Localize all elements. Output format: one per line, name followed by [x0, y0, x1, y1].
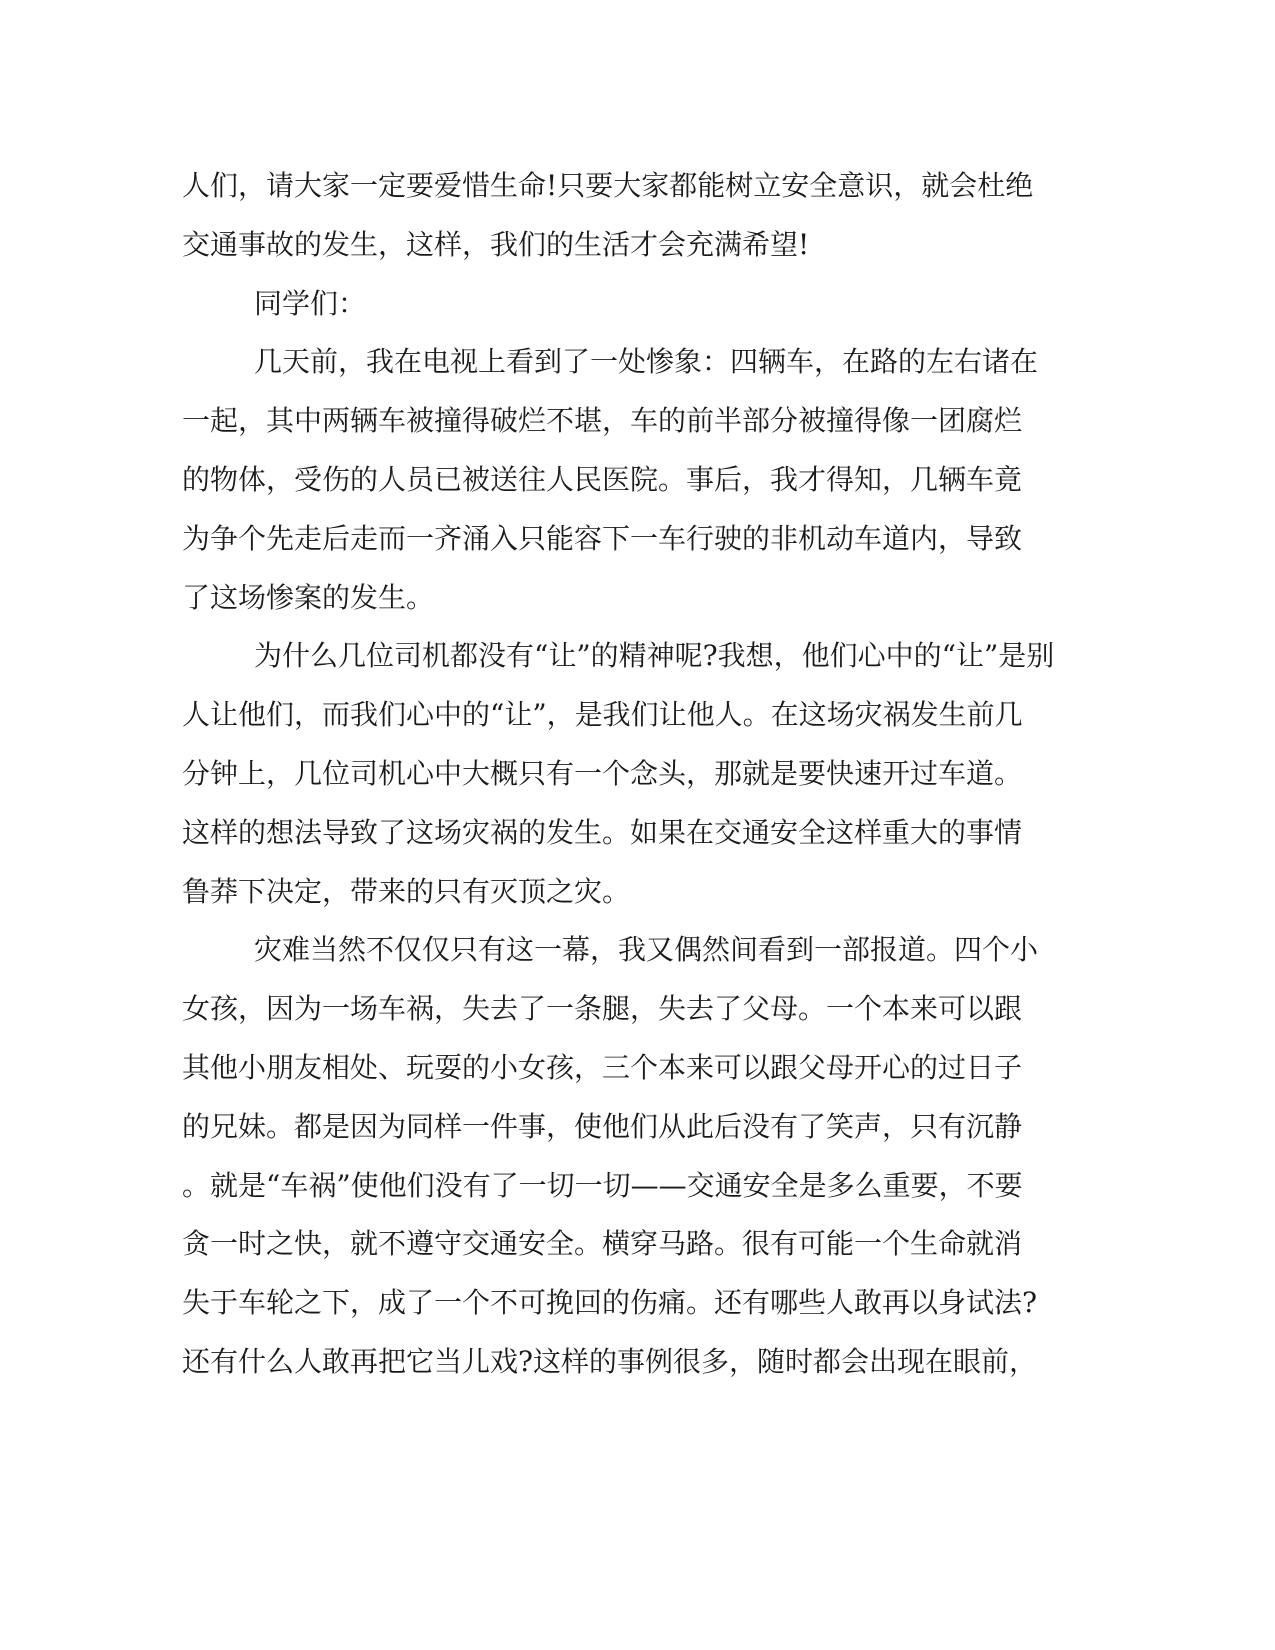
text-line: 一起，其中两辆车被撞得破烂不堪，车的前半部分被撞得像一团腐烂: [182, 404, 1023, 438]
text-line: 女孩，因为一场车祸，失去了一条腿，失去了父母。一个本来可以跟: [182, 992, 1023, 1026]
body-text: [182, 157, 1055, 1392]
text-line: 还有什么人敢再把它当儿戏?这样的事例很多，随时都会出现在眼前，: [182, 1344, 1038, 1378]
text-line: 灾难当然不仅仅只有这一幕，我又偶然间看到一部报道。四个小: [254, 933, 1039, 967]
text-line: 的物体，受伤的人员已被送往人民医院。事后，我才得知，几辆车竟: [182, 462, 1023, 496]
text-line: 人让他们，而我们心中的“让”，是我们让他人。在这场灾祸发生前几: [182, 698, 1023, 732]
text-line: 这样的想法导致了这场灾祸的发生。如果在交通安全这样重大的事情: [182, 815, 1023, 849]
text-line: 鲁莽下决定，带来的只有灭顶之灾。: [182, 874, 631, 908]
text-line: 。就是“车祸”使他们没有了一切一切——交通安全是多么重要，不要: [182, 1168, 1023, 1202]
text-line: 同学们：: [254, 286, 367, 320]
text-line: 人们，请大家一定要爱惜生命!只要大家都能树立安全意识，就会杜绝: [182, 169, 1034, 202]
text-line: 了这场惨案的发生。: [182, 580, 435, 614]
text-line: 分钟上，几位司机心中大概只有一个念头，那就是要快速开过车道。: [182, 756, 1023, 790]
text-line: 的兄妹。都是因为同样一件事，使他们从此后没有了笑声，只有沉静: [182, 1109, 1023, 1143]
text-line: 其他小朋友相处、玩耍的小女孩，三个本来可以跟父母开心的过日子: [182, 1050, 1023, 1084]
text-line: 几天前，我在电视上看到了一处惨象：四辆车，在路的左右诸在: [254, 345, 1039, 379]
text-line: 失于车轮之下，成了一个不可挽回的伤痛。还有哪些人敢再以身试法?: [182, 1286, 1038, 1320]
text-line: 交通事故的发生，这样，我们的生活才会充满希望!: [182, 227, 810, 261]
text-line: 贪一时之快，就不遵守交通安全。横穿马路。很有可能一个生命就消: [182, 1227, 1023, 1261]
text-line: 为什么几位司机都没有“让”的精神呢?我想，他们心中的“让”是别: [254, 639, 1055, 673]
text-line: 为争个先走后走而一齐涌入只能容下一车行驶的非机动车道内，导致: [182, 521, 1023, 555]
